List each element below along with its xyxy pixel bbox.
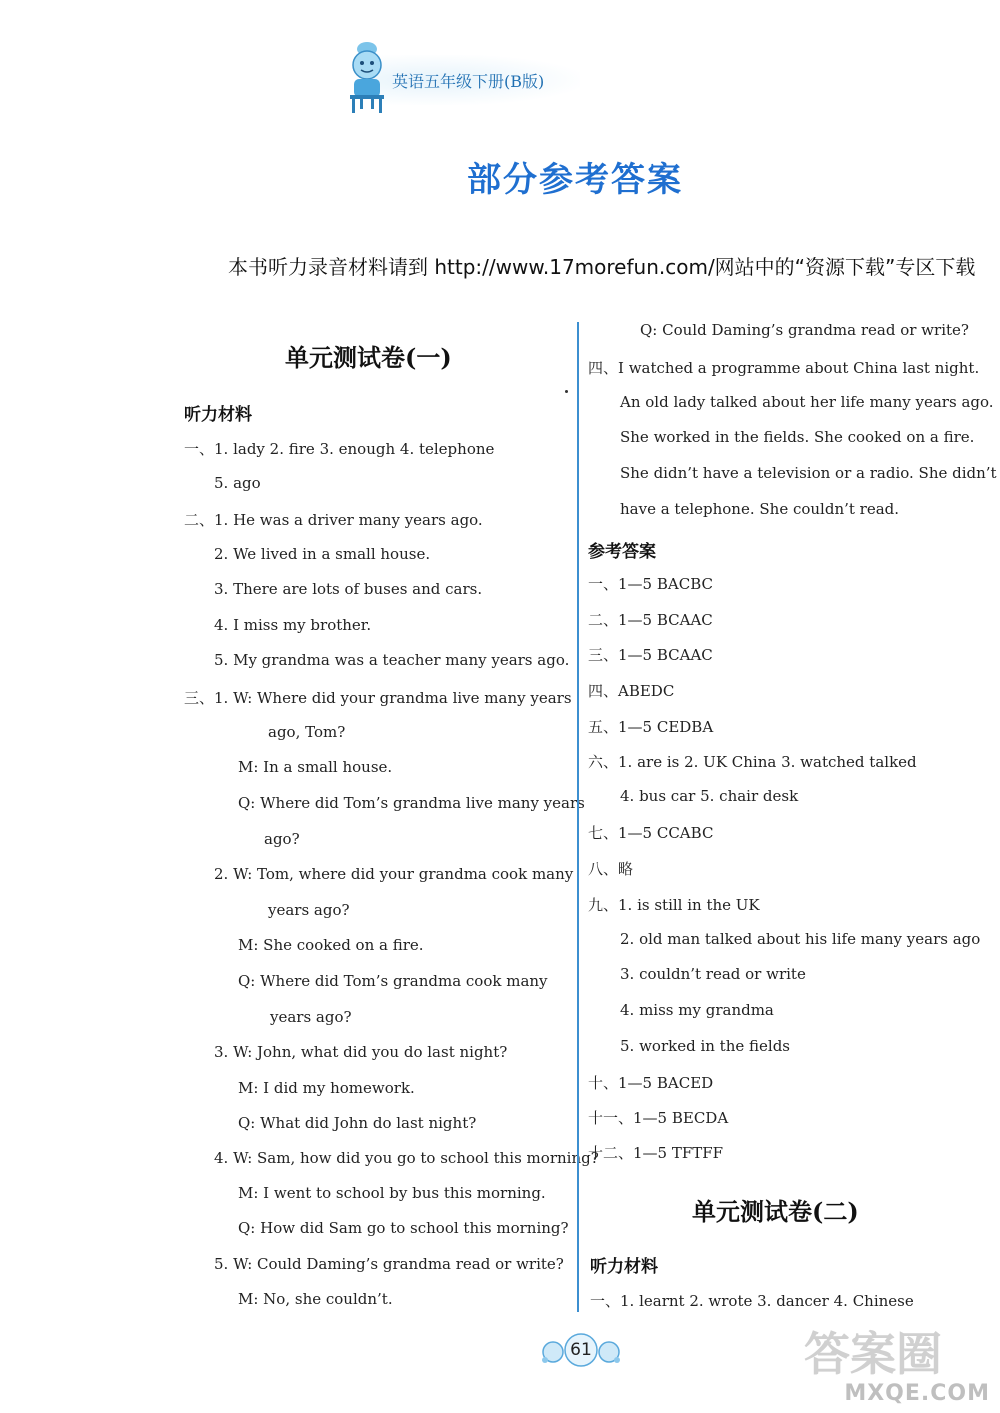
- page-title: 部分参考答案: [467, 160, 683, 200]
- left-line: M: I did my homework.: [238, 1079, 415, 1097]
- answer-line: 5. worked in the fields: [620, 1037, 790, 1055]
- left-line: 5. ago: [214, 474, 261, 492]
- watermark-url: MXQE.COM: [844, 1381, 990, 1406]
- answer-line: 八、略: [588, 860, 634, 878]
- answer-line: 三、1—5 BCAAC: [588, 646, 713, 664]
- left-line: Q: Where did Tom’s grandma live many years: [238, 794, 585, 812]
- column-divider: [577, 322, 579, 1312]
- right-line: She didn’t have a television or a radio. She didn’t: [620, 464, 997, 482]
- left-line: Q: What did John do last night?: [238, 1114, 477, 1132]
- page-number-badge: [541, 1332, 621, 1368]
- answer-line: 四、ABEDC: [588, 682, 675, 700]
- left-line: 2. W: Tom, where did your grandma cook many: [214, 865, 574, 883]
- mascot-icon: [340, 35, 394, 115]
- section-title-unit-2: 单元测试卷(二): [692, 1197, 859, 1226]
- left-line: 三、1. W: Where did your grandma live many years: [184, 689, 572, 707]
- left-line: 4. W: Sam, how did you go to school this morning?: [214, 1149, 599, 1167]
- left-line: ago, Tom?: [268, 723, 346, 741]
- left-line: 4. I miss my brother.: [214, 616, 372, 634]
- answer-line: 4. miss my grandma: [620, 1001, 774, 1019]
- answer-line: 3. couldn’t read or write: [620, 965, 806, 983]
- left-line: 3. There are lots of buses and cars.: [214, 580, 483, 598]
- listening-heading-2: 听力材料: [590, 1257, 658, 1277]
- left-line: M: She cooked on a fire.: [238, 936, 424, 954]
- left-line: ago?: [264, 830, 300, 848]
- left-line: years ago?: [268, 901, 350, 919]
- left-line: 一、1. lady 2. fire 3. enough 4. telephone: [184, 440, 495, 458]
- answers-heading: 参考答案: [588, 542, 656, 562]
- answer-line: 十二、1—5 TFTFF: [588, 1144, 724, 1162]
- right-line: She worked in the fields. She cooked on a fire.: [620, 428, 975, 446]
- page-number: 61: [570, 1340, 592, 1360]
- answer-line: 六、1. are is 2. UK China 3. watched talked: [588, 753, 917, 771]
- watermark-logo: 答案圈: [804, 1327, 942, 1381]
- answer-line: 十一、1—5 BECDA: [588, 1109, 729, 1127]
- answer-line: 十、1—5 BACED: [588, 1074, 714, 1092]
- left-line: Q: Where did Tom’s grandma cook many: [238, 972, 548, 990]
- left-line: 3. W: John, what did you do last night?: [214, 1043, 508, 1061]
- answer-line: 一、1—5 BACBC: [588, 575, 713, 593]
- answer-line: 2. old man talked about his life many years ago: [620, 930, 981, 948]
- right-line: An old lady talked about her life many years ago.: [620, 393, 994, 411]
- left-line: M: No, she couldn’t.: [238, 1290, 393, 1308]
- right-line: Q: Could Daming’s grandma read or write?: [640, 321, 969, 339]
- left-line: 二、1. He was a driver many years ago.: [184, 511, 483, 529]
- answer-line: 五、1—5 CEDBA: [588, 718, 714, 736]
- left-line: Q: How did Sam go to school this morning?: [238, 1219, 569, 1237]
- right-line: 一、1. learnt 2. wrote 3. dancer 4. Chinese: [590, 1292, 914, 1310]
- book-title: 英语五年级下册(B版): [392, 72, 545, 91]
- left-line: 5. My grandma was a teacher many years ago.: [214, 651, 570, 669]
- right-line: 四、I watched a programme about China last night.: [588, 359, 980, 377]
- answer-line: 九、1. is still in the UK: [588, 896, 760, 914]
- left-line: years ago?: [270, 1008, 352, 1026]
- answer-line: 七、1—5 CCABC: [588, 824, 714, 842]
- answer-line: 二、1—5 BCAAC: [588, 611, 713, 629]
- column-dot: [565, 390, 568, 393]
- listening-heading: 听力材料: [184, 405, 252, 425]
- section-title-unit-1: 单元测试卷(一): [285, 343, 452, 372]
- left-line: 2. We lived in a small house.: [214, 545, 431, 563]
- book-header: [330, 35, 580, 115]
- left-line: M: I went to school by bus this morning.: [238, 1184, 546, 1202]
- watermark: [800, 1310, 990, 1410]
- intro-text: 本书听力录音材料请到 http://www.17morefun.com/网站中的“资源下载”专区下载: [228, 255, 976, 279]
- left-line: 5. W: Could Daming’s grandma read or write?: [214, 1255, 564, 1273]
- right-line: have a telephone. She couldn’t read.: [620, 500, 900, 518]
- answer-line: 4. bus car 5. chair desk: [620, 787, 799, 805]
- left-line: M: In a small house.: [238, 758, 393, 776]
